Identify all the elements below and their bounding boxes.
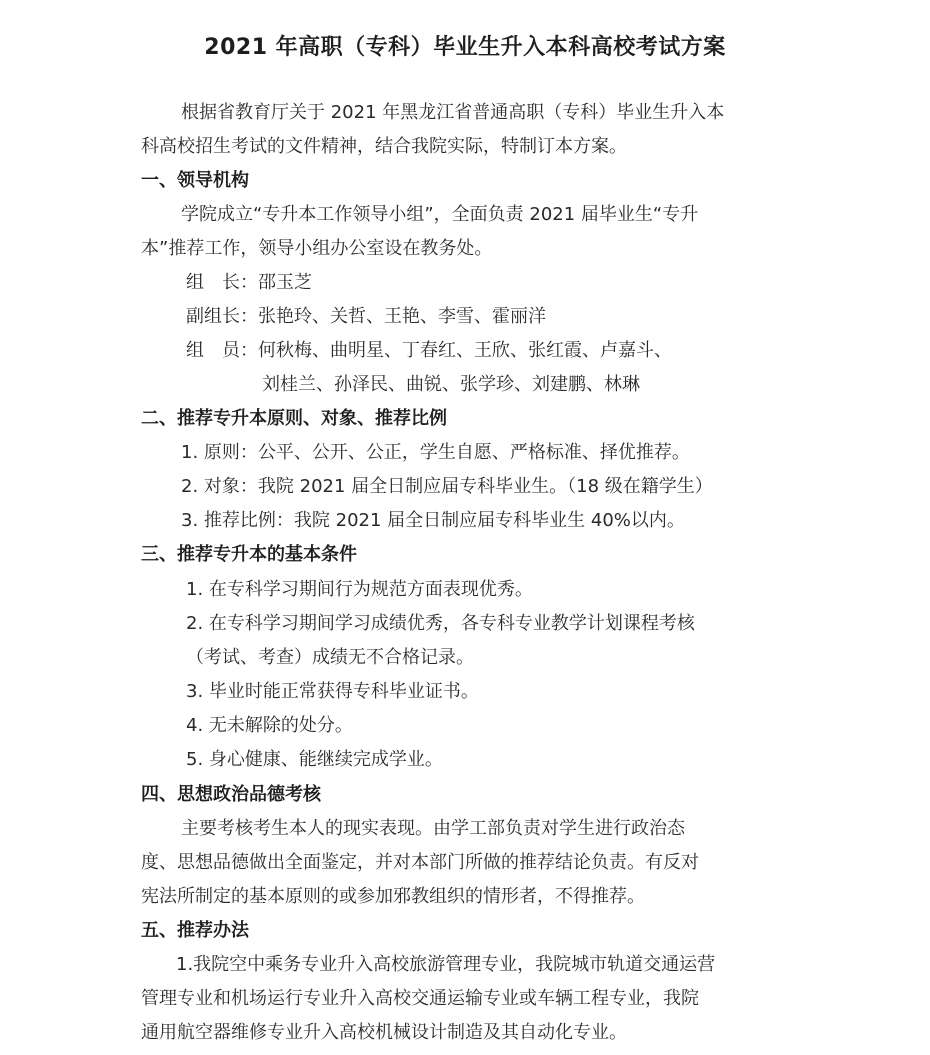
section-heading-method: 五、推荐办法 bbox=[141, 920, 249, 941]
document-title: 2021 年高职（专科）毕业生升入本科高校考试方案 bbox=[204, 35, 726, 60]
leader-line: 组 长：邵玉芝 bbox=[186, 272, 312, 293]
principle-item-2: 2. 对象：我院 2021 届全日制应届专科毕业生。（18 级在籍学生） bbox=[181, 476, 713, 497]
members-line-2: 刘桂兰、孙泽民、曲锐、张学珍、刘建鹏、林琳 bbox=[262, 374, 640, 395]
principle-item-3: 3. 推荐比例：我院 2021 届全日制应届专科毕业生 40%以内。 bbox=[181, 510, 685, 531]
moral-paragraph-line-2: 度、思想品德做出全面鉴定，并对本部门所做的推荐结论负责。有反对 bbox=[141, 852, 699, 873]
members-line-1: 组 员：何秋梅、曲明星、丁春红、王欣、张红霞、卢嘉斗、 bbox=[186, 340, 672, 361]
section-heading-leadership: 一、领导机构 bbox=[141, 170, 249, 191]
moral-paragraph-line-1: 主要考核考生本人的现实表现。由学工部负责对学生进行政治态 bbox=[181, 818, 685, 839]
intro-line-1: 根据省教育厅关于 2021 年黑龙江省普通高职（专科）毕业生升入本 bbox=[181, 102, 725, 123]
section-heading-moral-assessment: 四、思想政治品德考核 bbox=[141, 784, 321, 805]
principle-item-1: 1. 原则：公平、公开、公正，学生自愿、严格标准、择优推荐。 bbox=[181, 442, 690, 463]
method-paragraph-line-2: 管理专业和机场运行专业升入高校交通运输专业或车辆工程专业，我院 bbox=[141, 988, 699, 1009]
section-heading-principles: 二、推荐专升本原则、对象、推荐比例 bbox=[141, 408, 447, 429]
section-heading-conditions: 三、推荐专升本的基本条件 bbox=[141, 544, 357, 565]
method-paragraph-line-1: 1.我院空中乘务专业升入高校旅游管理专业，我院城市轨道交通运营 bbox=[176, 954, 716, 975]
deputy-leaders-line: 副组长：张艳玲、关哲、王艳、李雪、霍丽洋 bbox=[186, 306, 546, 327]
condition-item-2-continued: （考试、考查）成绩无不合格记录。 bbox=[186, 647, 474, 668]
condition-item-4: 4. 无未解除的处分。 bbox=[186, 715, 353, 736]
condition-item-1: 1. 在专科学习期间行为规范方面表现优秀。 bbox=[186, 579, 533, 600]
leadership-paragraph-line-2: 本”推荐工作，领导小组办公室设在教务处。 bbox=[141, 238, 493, 259]
moral-paragraph-line-3: 宪法所制定的基本原则的或参加邪教组织的情形者，不得推荐。 bbox=[141, 886, 645, 907]
method-paragraph-line-3: 通用航空器维修专业升入高校机械设计制造及其自动化专业。 bbox=[141, 1022, 627, 1043]
condition-item-3: 3. 毕业时能正常获得专科毕业证书。 bbox=[186, 681, 479, 702]
intro-line-2: 科高校招生考试的文件精神，结合我院实际，特制订本方案。 bbox=[141, 136, 627, 157]
leadership-paragraph-line-1: 学院成立“专升本工作领导小组”，全面负责 2021 届毕业生“专升 bbox=[181, 204, 699, 225]
condition-item-5: 5. 身心健康、能继续完成学业。 bbox=[186, 749, 443, 770]
condition-item-2: 2. 在专科学习期间学习成绩优秀，各专科专业教学计划课程考核 bbox=[186, 613, 695, 634]
